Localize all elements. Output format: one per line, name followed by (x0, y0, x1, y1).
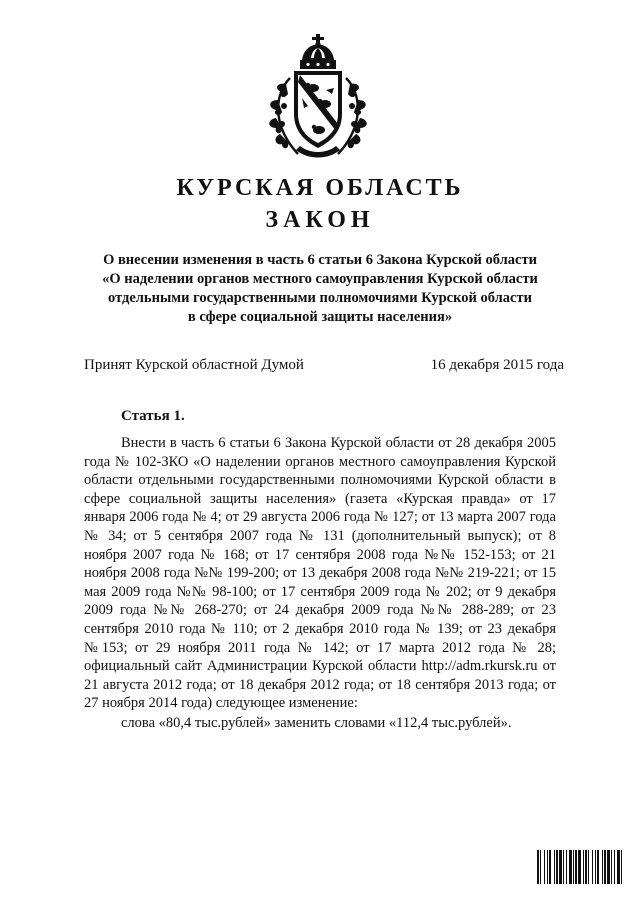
law-title-line: в сфере социальной защиты населения» (187, 309, 453, 325)
law-title-line: отдельными государственными полномочиями Курской области (108, 290, 532, 306)
article-line: 27 ноября 2014 года) следующее изменение: (84, 695, 358, 712)
article-line: Внести в часть 6 статьи 6 Закона Курской области от 28 декабря 2005 (121, 435, 556, 451)
law-title-line: «О наделении органов местного самоуправления Курской области (102, 271, 538, 287)
law-title (60, 251, 580, 327)
article-heading: Статья 1. (121, 408, 185, 424)
article-line: сентября 2010 года № 110; от 2 декабря 2010 года № 139; от 23 декабря (84, 620, 556, 637)
barcode-icon (537, 850, 623, 884)
article-line: № 34; от 5 сентября 2007 года № 131 (дополнительный выпуск); от 8 (84, 527, 556, 544)
replacement-clause: слова «80,4 тыс.рублей» заменить словами «112,4 тыс.рублей». (121, 715, 512, 731)
adopted-by: Принят Курской областной Думой (84, 357, 304, 373)
article-line: №153; от 29 ноября 2011 года № 142; от 17 марта 2012 года № 28; (84, 639, 556, 656)
article-line: ноября 2008 года №№ 199-200; от 13 декабря 2008 года №№ 219-221; от 15 (84, 565, 556, 582)
article-line: года № 102-ЗКО «О наделении органов местного самоуправления Курской (84, 453, 556, 470)
article-line: ноября 2007 года № 168; от 17 сентября 2008 года №№ 152-153; от 21 (84, 546, 556, 563)
article-line: 21 августа 2012 года; от 18 декабря 2012 года; от 18 сентября 2013 года; от (84, 676, 556, 693)
article-line: сфере социальной защиты населения» (газета «Курская правда» от 17 (84, 490, 556, 507)
law-title-line: О внесении изменения в часть 6 статьи 6 Закона Курской области (103, 252, 537, 268)
article-line: области отдельными государственными полномочиями Курской области в (84, 472, 556, 489)
adoption-date: 16 декабря 2015 года (430, 357, 564, 373)
region-heading: КУРСКАЯ ОБЛАСТЬ (176, 175, 464, 201)
article-line: официальный сайт Администрации Курской области http://adm.rkursk.ru от (84, 658, 556, 675)
article-line: 2009 года №№ 268-270; от 24 декабря 2009 года №№ 288-289; от 23 (84, 602, 556, 619)
kursk-coat-of-arms-icon (264, 34, 372, 166)
article-body (84, 434, 556, 713)
article-line: мая 2009 года №№ 98-100; от 17 сентября 2009 года № 202; от 9 декабря (84, 583, 556, 600)
article-line: января 2006 года № 4; от 29 августа 2006 года № 127; от 13 марта 2007 года (84, 509, 556, 526)
adoption-line (84, 355, 564, 375)
document-type-heading: ЗАКОН (265, 207, 375, 233)
